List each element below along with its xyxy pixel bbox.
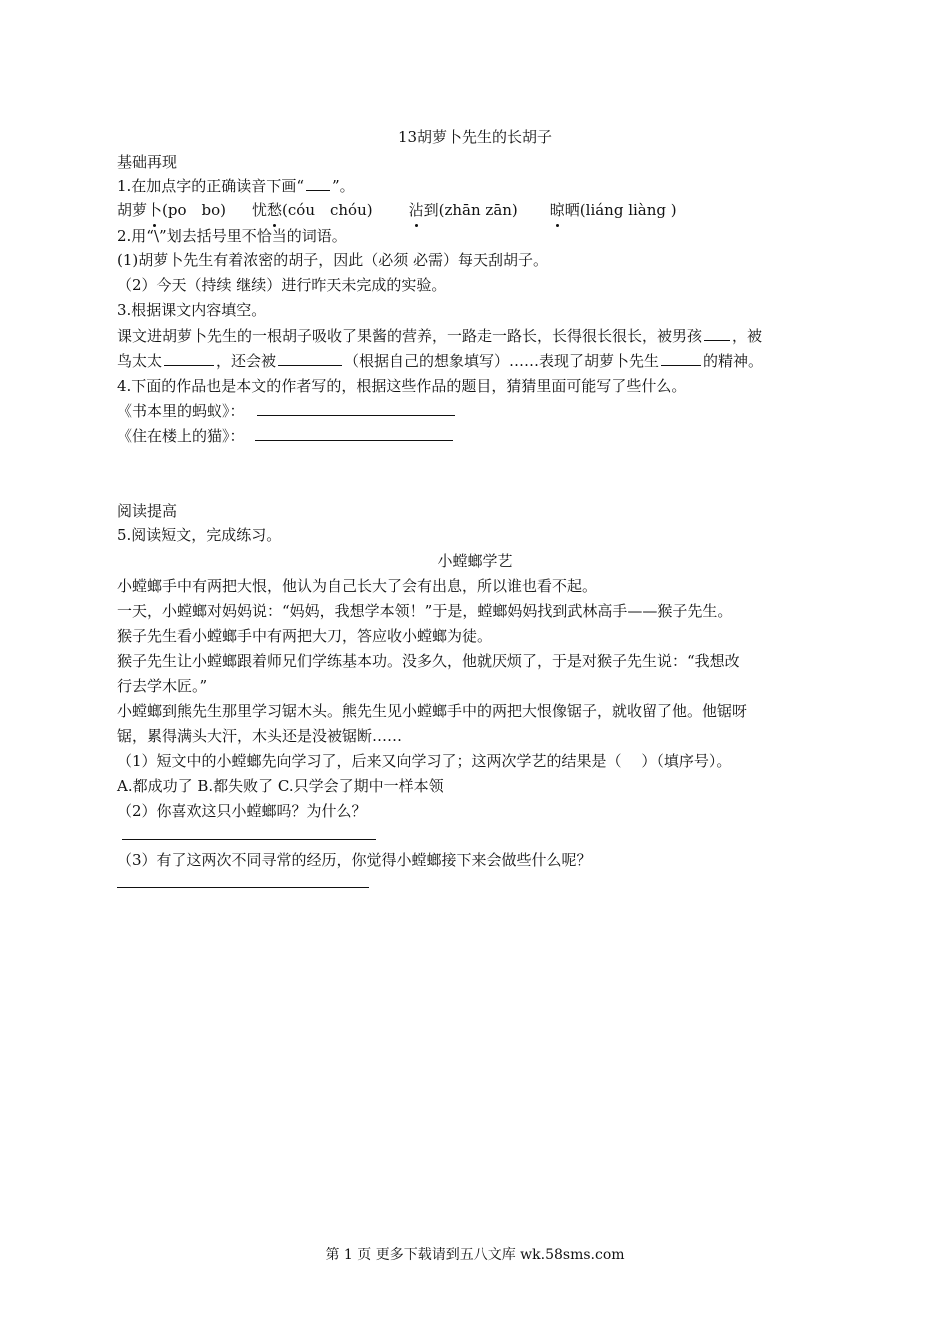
- passage-paragraph: 小螳螂手中有两把大恨，他认为自己长大了会有出息，所以谁也看不起。: [117, 577, 598, 595]
- question-5-stem: 5.阅读短文，完成练习。: [117, 526, 282, 544]
- passage-paragraph: 猴子先生看小螳螂手中有两把大刀，答应收小螳螂为徒。: [117, 627, 493, 645]
- section-heading-reading: 阅读提高: [117, 502, 178, 520]
- answer-blank[interactable]: [306, 176, 330, 191]
- answer-line[interactable]: [255, 426, 453, 441]
- question-1-prefix: 1.在加点字的正确读音下画“: [117, 177, 304, 195]
- answer-blank[interactable]: [278, 351, 342, 366]
- answer-line[interactable]: [122, 839, 376, 840]
- passage-paragraph: 锯，累得满头大汗，木头还是没被锯断……: [117, 727, 403, 745]
- answer-line[interactable]: [257, 401, 455, 416]
- answer-blank[interactable]: [661, 351, 701, 366]
- question-1-stem: [117, 176, 355, 196]
- passage-paragraph: 猴子先生让小螳螂跟着师兄们学练基本功。没多久，他就厌烦了，于是对猴子先生说：“我想改: [117, 652, 740, 670]
- page-footer: 第 1 页 更多下载请到五八文库 wk.58sms.com: [325, 1247, 625, 1263]
- passage-paragraph: 小螳螂到熊先生那里学习锯木头。熊先生见小螳螂手中的两把大恨像锯子，就收留了他。他锯呀: [117, 702, 748, 720]
- pinyin-item: 晾晒(liáng liàng ): [549, 201, 677, 219]
- question-3-line-1: 课文进胡萝卜先生的一根胡子吸收了果酱的营养，一路走一路长，长得很长很长，被男孩 ，被: [117, 327, 763, 345]
- answer-blank[interactable]: [164, 351, 214, 366]
- question-2-item-2: （2）今天（持续 继续）进行昨天未完成的实验。: [117, 276, 447, 294]
- question-3-stem: 3.根据课文内容填空。: [117, 301, 267, 319]
- question-4-item-1: 《书本里的蚂蚁》：: [117, 401, 457, 421]
- page-title: 13胡萝卜先生的长胡子: [397, 128, 553, 146]
- section-heading-basic: 基础再现: [117, 153, 178, 171]
- question-2-item-1: (1)胡萝卜先生有着浓密的胡子，因此（必须 必需）每天刮胡子。: [117, 251, 549, 269]
- passage-paragraph: 一天，小螳螂对妈妈说：“妈妈，我想学本领！”于是，螳螂妈妈找到武林高手——猴子先生。: [117, 602, 733, 620]
- sub-question-3: （3）有了这两次不同寻常的经历，你觉得小螳螂接下来会做些什么呢？: [117, 851, 592, 869]
- question-2-stem: 2.用“\”划去括号里不恰当的词语。: [117, 227, 347, 245]
- question-1-suffix: ”。: [331, 177, 355, 195]
- answer-line[interactable]: [117, 887, 369, 888]
- pinyin-item: 胡萝卜(po bo): [117, 201, 227, 219]
- pinyin-item: 忧愁(cóu chóu): [252, 201, 373, 219]
- sub-question-1-options: A.都成功了 B.都失败了 C.只学会了期中一样本领: [117, 777, 444, 795]
- question-4-item-2: 《住在楼上的猫》：: [117, 426, 455, 446]
- question-1-items: [117, 200, 677, 220]
- passage-title: 小螳螂学艺: [437, 552, 513, 570]
- answer-blank[interactable]: [704, 326, 730, 341]
- passage-paragraph: 行去学木匠。”: [117, 677, 208, 695]
- question-4-stem: 4.下面的作品也是本文的作者写的，根据这些作品的题目，猜猜里面可能写了些什么。: [117, 377, 687, 395]
- pinyin-item: 沾到(zhān zān): [408, 201, 518, 219]
- sub-question-2: （2）你喜欢这只小螳螂吗？为什么？: [117, 802, 367, 820]
- sub-question-1: （1）短文中的小螳螂先向学习了，后来又向学习了；这两次学艺的结果是（ ）（填序号）。: [117, 752, 732, 770]
- question-3-line-2: 鸟太太 ，还会被 （根据自己的想象填写）……表现了胡萝卜先生 的精神。: [117, 352, 764, 370]
